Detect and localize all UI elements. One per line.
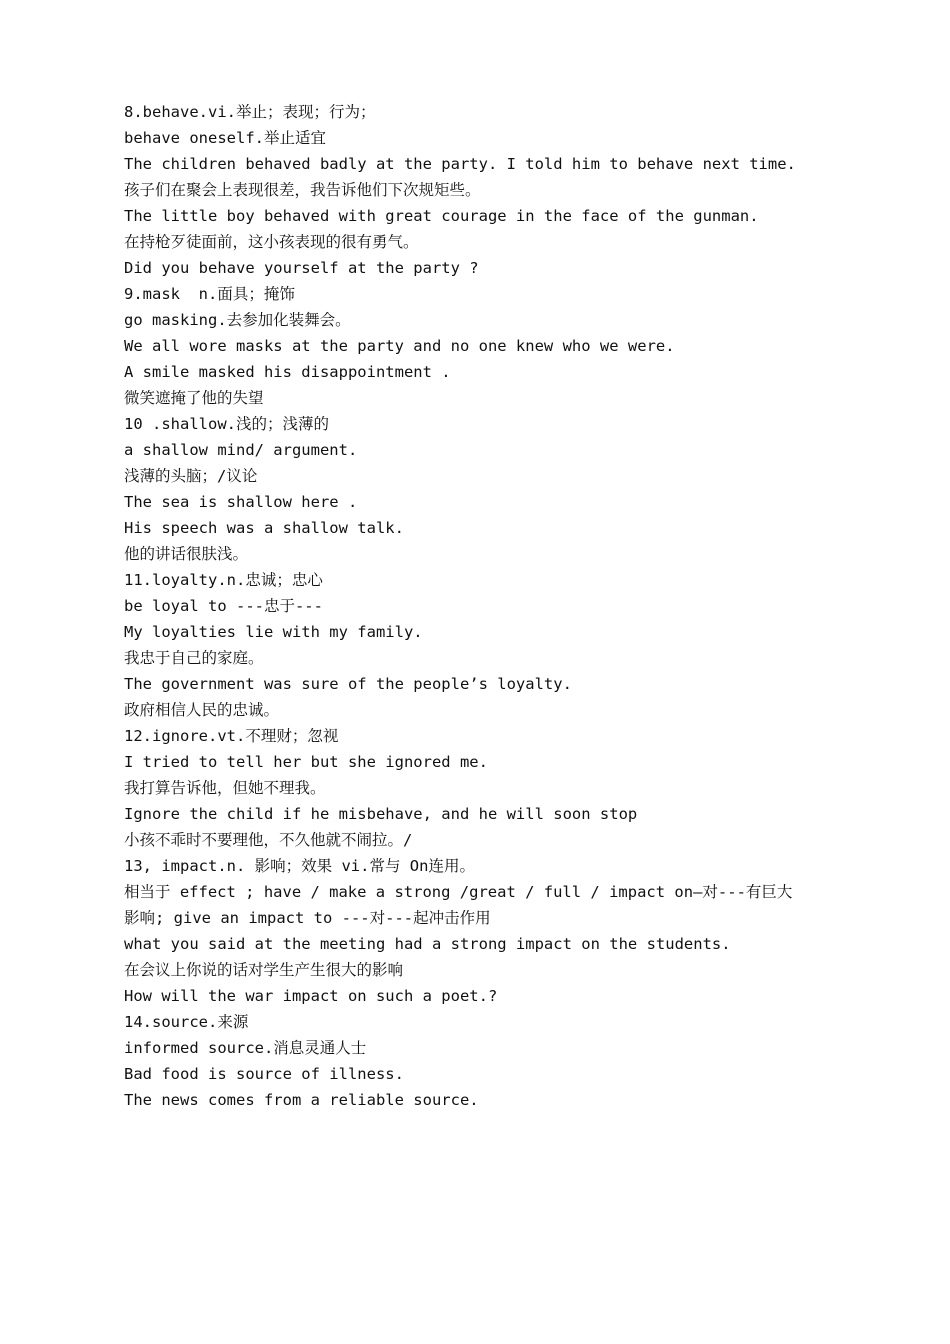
translation-line: 在会议上你说的话对学生产生很大的影响 <box>124 961 404 979</box>
example-sentence: The news comes from a reliable source. <box>124 1091 479 1109</box>
usage-note: 相当于 effect ; have / make a strong /great / full / impact on—对---有巨大 <box>124 883 793 901</box>
translation-line: 他的讲话很肤浅。 <box>124 545 249 563</box>
entry-heading-source: 14.source.来源 <box>124 1013 249 1031</box>
example-sentence: The government was sure of the people’s loyalty. <box>124 675 572 693</box>
example-sentence: Did you behave yourself at the party ? <box>124 259 479 277</box>
example-sentence: My loyalties lie with my family. <box>124 623 423 641</box>
translation-line: 浅薄的头脑；/议论 <box>124 467 258 485</box>
example-sentence: The sea is shallow here . <box>124 493 358 511</box>
entry-heading-behave: 8.behave.vi.举止；表现；行为； <box>124 103 376 121</box>
entry-heading-loyalty: 11.loyalty.n.忠诚；忠心 <box>124 571 323 589</box>
translation-line: 微笑遮掩了他的失望 <box>124 389 264 407</box>
usage-note: 影响; give an impact to ---对---起冲击作用 <box>124 909 491 927</box>
example-sentence: what you said at the meeting had a strong impact on the students. <box>124 935 731 953</box>
entry-heading-ignore: 12.ignore.vt.不理财；忽视 <box>124 727 339 745</box>
phrase-line: go masking.去参加化装舞会。 <box>124 311 351 329</box>
example-sentence: How will the war impact on such a poet.? <box>124 987 498 1005</box>
example-sentence: Ignore the child if he misbehave, and he will soon stop <box>124 805 638 823</box>
example-sentence: The children behaved badly at the party. I told him to behave next time. <box>124 155 796 173</box>
example-sentence: His speech was a shallow talk. <box>124 519 404 537</box>
document-body <box>124 99 914 1113</box>
phrase-line: informed source.消息灵通人士 <box>124 1039 367 1057</box>
translation-line: 孩子们在聚会上表现很差，我告诉他们下次规矩些。 <box>124 181 481 199</box>
example-sentence: Bad food is source of illness. <box>124 1065 404 1083</box>
phrase-line: be loyal to ---忠于--- <box>124 597 323 615</box>
translation-line: 小孩不乖时不要理他，不久他就不闹拉。/ <box>124 831 413 849</box>
translation-line: 我打算告诉他，但她不理我。 <box>124 779 326 797</box>
entry-heading-mask: 9.mask n.面具；掩饰 <box>124 285 295 303</box>
translation-line: 政府相信人民的忠诚。 <box>124 701 280 719</box>
phrase-line: behave oneself.举止适宜 <box>124 129 326 147</box>
translation-line: 我忠于自己的家庭。 <box>124 649 264 667</box>
entry-heading-shallow: 10 .shallow.浅的；浅薄的 <box>124 415 329 433</box>
example-sentence: We all wore masks at the party and no one knew who we were. <box>124 337 675 355</box>
phrase-line: a shallow mind/ argument. <box>124 441 358 459</box>
example-sentence: I tried to tell her but she ignored me. <box>124 753 488 771</box>
example-sentence: The little boy behaved with great courage in the face of the gunman. <box>124 207 759 225</box>
entry-heading-impact: 13, impact.n. 影响；效果 vi.常与 On连用。 <box>124 857 475 875</box>
translation-line: 在持枪歹徒面前，这小孩表现的很有勇气。 <box>124 233 419 251</box>
example-sentence: A smile masked his disappointment . <box>124 363 451 381</box>
